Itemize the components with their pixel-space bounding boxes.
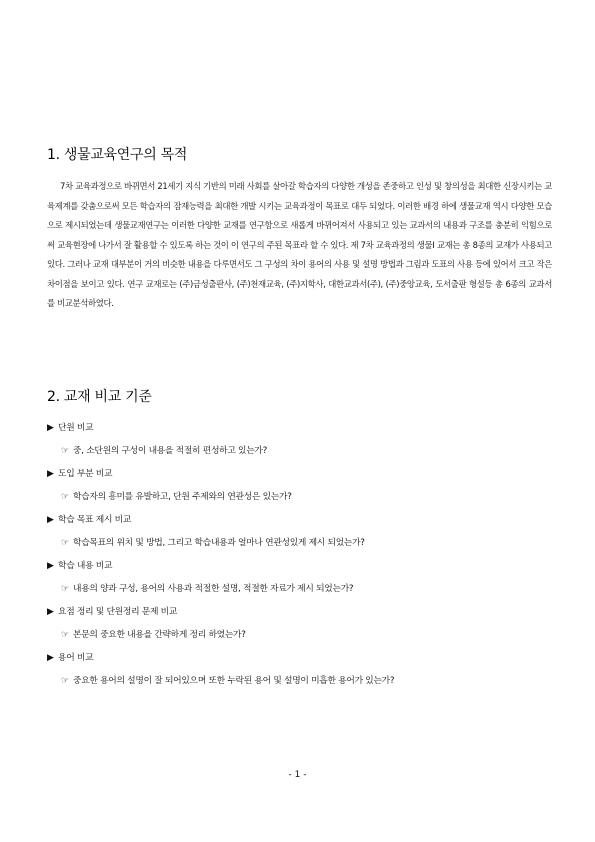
triangle-bullet-icon: ▶ (47, 653, 54, 663)
section-1-paragraph: 7차 교육과정으로 바뀌면서 21세기 지식 기반의 미래 사회를 살아갈 학습자의 다양한 개성을 존중하고 인성 및 창의성을 최대한 신장시키는 교육제계를 갖춤으로써 모든 학습자의 잠재능력을 최대한 개발 시키는 교육과정이 목표로 대두 되었다. 이러한 배경 하에 생물교재 역시 다양한 모습으로 제시되었는데 생물교재연구는 이러한 다양한 교재를 연구함으로 새롭게 바뀌어져서 사용되고 있는 교과서의 내용과 구조를 충분히 익힘으로써 교육현장에 나가서 잘 활용할 수 있도록 하는 것이 이 연구의 주된 목표라 할 수 있다. 제 7차 교육과정의 생물Ⅰ 교재는 총 8종의 교재가 사용되고 있다. 그러나 교재 대부분이 거의 비슷한 내용을 다루면서도 그 구성의 차이 용어의 사용 및 설명 방법과 그림과 도표의 사용 등에 있어서 크고 작은 차이점을 보이고 있다. 연구 교재로는 (주)금성출판사, (주)천재교육, (주)지학사, 대한교과서(주), (주)중앙교육, 도서출판 형설등 총 6종의 교과서를 비교분석하였다. (47, 181, 552, 308)
criteria-question: ☞ 중, 소단원의 구성이 내용을 적절히 편성하고 있는가? (47, 440, 552, 463)
triangle-bullet-icon: ▶ (47, 423, 54, 433)
criteria-question: ☞ 본문의 중요한 내용을 간략하게 정리 하였는가? (47, 624, 552, 647)
criteria-question: ☞ 학습자의 흥미를 유발하고, 단원 주제와의 연관성은 있는가? (47, 486, 552, 509)
pointing-hand-icon: ☞ (61, 676, 69, 686)
pointing-hand-icon: ☞ (61, 584, 69, 594)
pointing-hand-icon: ☞ (61, 538, 69, 548)
criteria-title: ▶ 학습 내용 비교 (47, 555, 552, 578)
criteria-title: ▶ 도입 부분 비교 (47, 463, 552, 486)
page-number: - 1 - (288, 770, 307, 780)
criteria-title: ▶ 요점 정리 및 단원정리 문제 비교 (47, 601, 552, 624)
section-1-heading: 1. 생물교육연구의 목적 (47, 147, 188, 163)
pointing-hand-icon: ☞ (61, 446, 69, 456)
criteria-title: ▶ 학습 목표 제시 비교 (47, 509, 552, 532)
comparison-criteria-list (47, 417, 552, 693)
pointing-hand-icon: ☞ (61, 492, 69, 502)
triangle-bullet-icon: ▶ (47, 607, 54, 617)
criteria-question: ☞ 중요한 용어의 설명이 잘 되어있으며 또한 누락된 용어 및 설명이 미흡한 용어가 있는가? (47, 670, 552, 693)
criteria-question: ☞ 내용의 양과 구성, 용어의 사용과 적절한 설명, 적절한 자료가 제시 되었는가? (47, 578, 552, 601)
triangle-bullet-icon: ▶ (47, 561, 54, 571)
criteria-question: ☞ 학습목표의 위치 및 방법, 그리고 학습내용과 얼마나 연관성있게 제시 되었는가? (47, 532, 552, 555)
section-2-heading: 2. 교재 비교 기준 (47, 389, 152, 405)
triangle-bullet-icon: ▶ (47, 469, 54, 479)
criteria-title: ▶ 단원 비교 (47, 417, 552, 440)
triangle-bullet-icon: ▶ (47, 515, 54, 525)
pointing-hand-icon: ☞ (61, 630, 69, 640)
criteria-title: ▶ 용어 비교 (47, 647, 552, 670)
